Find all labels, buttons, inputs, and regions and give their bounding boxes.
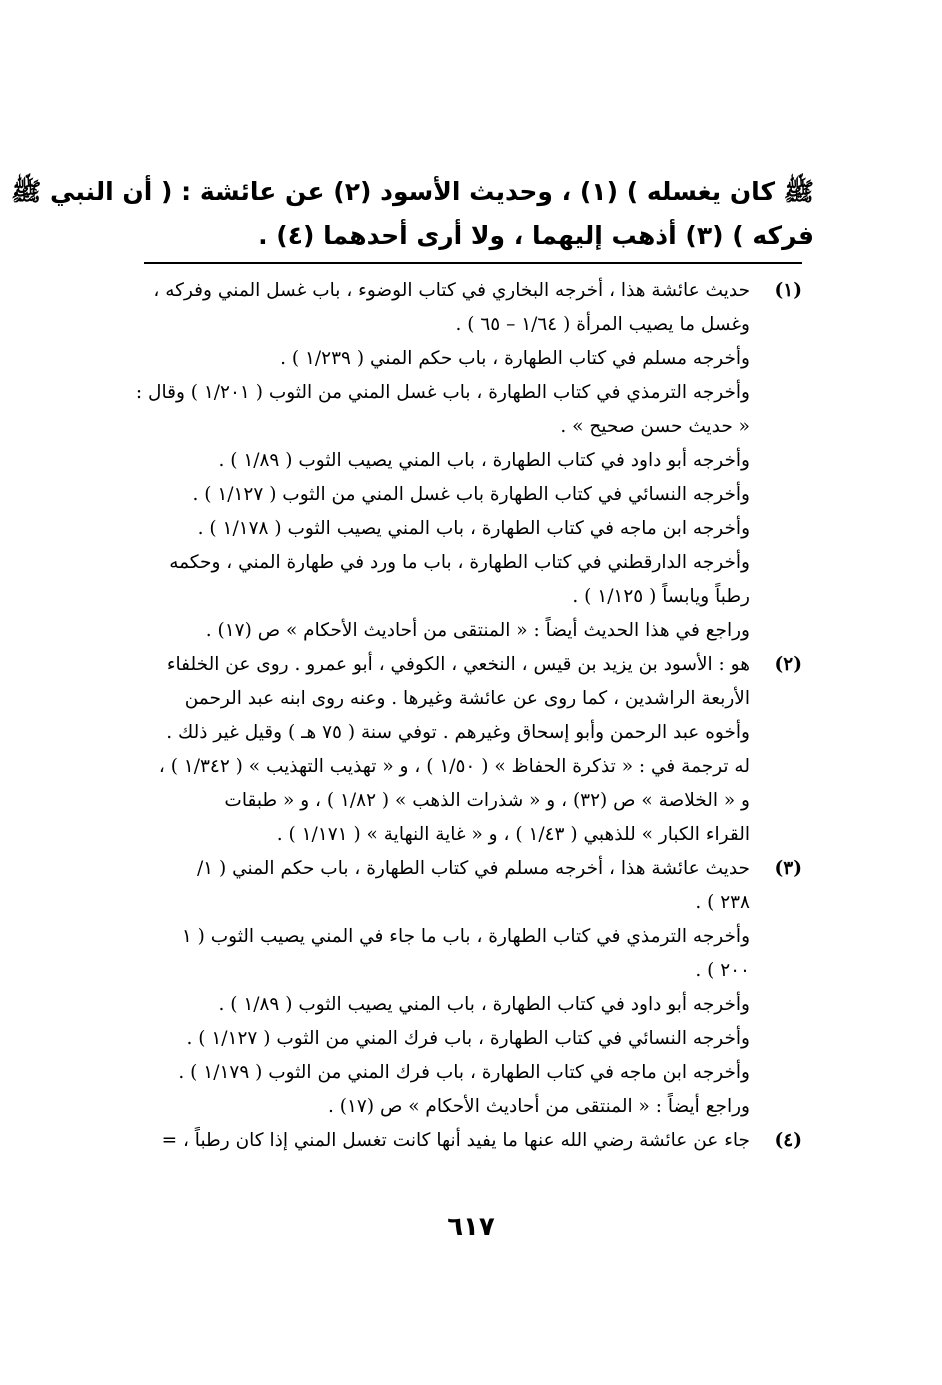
footnote-2 [144,648,802,852]
footnote-line: وأخرجه ابن ماجه في كتاب الطهارة ، باب المني يصيب الثوب ( ١/١٧٨ ) . [197,518,750,539]
footnote-1 [135,274,802,648]
footnote-line: وأخرجه الترمذي في كتاب الطهارة ، باب غسل المني من الثوب ( ١/٢٠١ ) وقال : [135,382,750,403]
footnote-line: و « الخلاصة » ص (٣٢) ، و « شذرات الذهب » ( ١/٨٢ ) ، و « طبقات [224,790,750,811]
main-text [11,170,814,258]
footnote-number: (٢) [774,654,802,675]
footnote-line: جاء عن عائشة رضي الله عنها ما يفيد أنها كانت تغسل المني إذا كان رطباً ، = [161,1130,750,1151]
footnote-line: ٢٣٨ ) . [695,892,750,913]
main-text-line: فركه ) (٣) أذهب إليهما ، ولا أرى أحدهما (٤) . [258,221,814,250]
main-text-line: ﷺ كان يغسله ) (١) ، وحديث الأسود (٢) عن عائشة : ( أن النبي ﷺ [11,177,814,206]
footnote-line: وأخرجه أبو داود في كتاب الطهارة ، باب المني يصيب الثوب ( ١/٨٩ ) . [218,450,750,471]
footnote-line: وأخرجه النسائي في كتاب الطهارة باب غسل المني من الثوب ( ١/١٢٧ ) . [192,484,750,505]
footnote-line: هو : الأسود بن يزيد بن قيس ، النخعي ، الكوفي ، أبو عمرو . روى عن الخلفاء [166,654,750,675]
footnote-divider [144,262,802,264]
footnote-line: حديث عائشة هذا ، أخرجه مسلم في كتاب الطهارة ، باب حكم المني ( ١/ [196,858,750,879]
footnote-number: (١) [774,280,802,301]
footnote-line: وأخرجه أبو داود في كتاب الطهارة ، باب المني يصيب الثوب ( ١/٨٩ ) . [218,994,750,1015]
footnote-line: له ترجمة في : « تذكرة الحفاظ » ( ١/٥٠ ) ، و « تهذيب التهذيب » ( ١/٣٤٢ ) ، [158,756,750,777]
footnote-line: وأخوه عبد الرحمن وأبو إسحاق وغيرهم . توفي سنة ( ٧٥ هـ ) وقيل غير ذلك . [166,722,750,743]
footnote-number: (٤) [774,1130,802,1151]
footnote-4 [144,1124,802,1158]
footnote-line: وأخرجه الدارقطني في كتاب الطهارة ، باب ما ورد في طهارة المني ، وحكمه [169,552,750,573]
footnote-line: وأخرجه ابن ماجه في كتاب الطهارة ، باب فرك المني من الثوب ( ١/١٧٩ ) . [178,1062,750,1083]
footnote-line: القراء الكبار » للذهبي ( ١/٤٣ ) ، و « غاية النهاية » ( ١/١٧١ ) . [276,824,750,845]
footnote-line: رطباً ويابساً ( ١/١٢٥ ) . [572,586,750,607]
footnote-line: وأخرجه مسلم في كتاب الطهارة ، باب حكم المني ( ١/٢٣٩ ) . [280,348,750,369]
footnote-line: وراجع في هذا الحديث أيضاً : « المنتقى من أحاديث الأحكام » ص (١٧) . [205,620,750,641]
footnote-line: وأخرجه الترمذي في كتاب الطهارة ، باب ما جاء في المني يصيب الثوب ( ١ [181,926,750,947]
footnotes [135,274,802,1158]
footnote-line: وراجع أيضاً : « المنتقى من أحاديث الأحكام » ص (١٧) . [328,1096,750,1117]
footnote-line: وغسل ما يصيب المرأة ( ١/٦٤ – ٦٥ ) . [455,314,750,335]
footnote-line: الأربعة الراشدين ، كما روى عن عائشة وغيرها . وعنه روى ابنه عبد الرحمن [184,688,750,709]
footnote-line: وأخرجه النسائي في كتاب الطهارة ، باب فرك المني من الثوب ( ١/١٢٧ ) . [186,1028,750,1049]
footnote-line: حديث عائشة هذا ، أخرجه البخاري في كتاب الوضوء ، باب غسل المني وفركه ، [153,280,750,301]
footnote-3 [144,852,802,1124]
footnote-line: ٢٠٠ ) . [695,960,750,981]
footnote-number: (٣) [774,858,802,879]
page-number: ٦١٧ [447,1212,495,1242]
footnote-line: « حديث حسن صحيح » . [560,416,750,437]
